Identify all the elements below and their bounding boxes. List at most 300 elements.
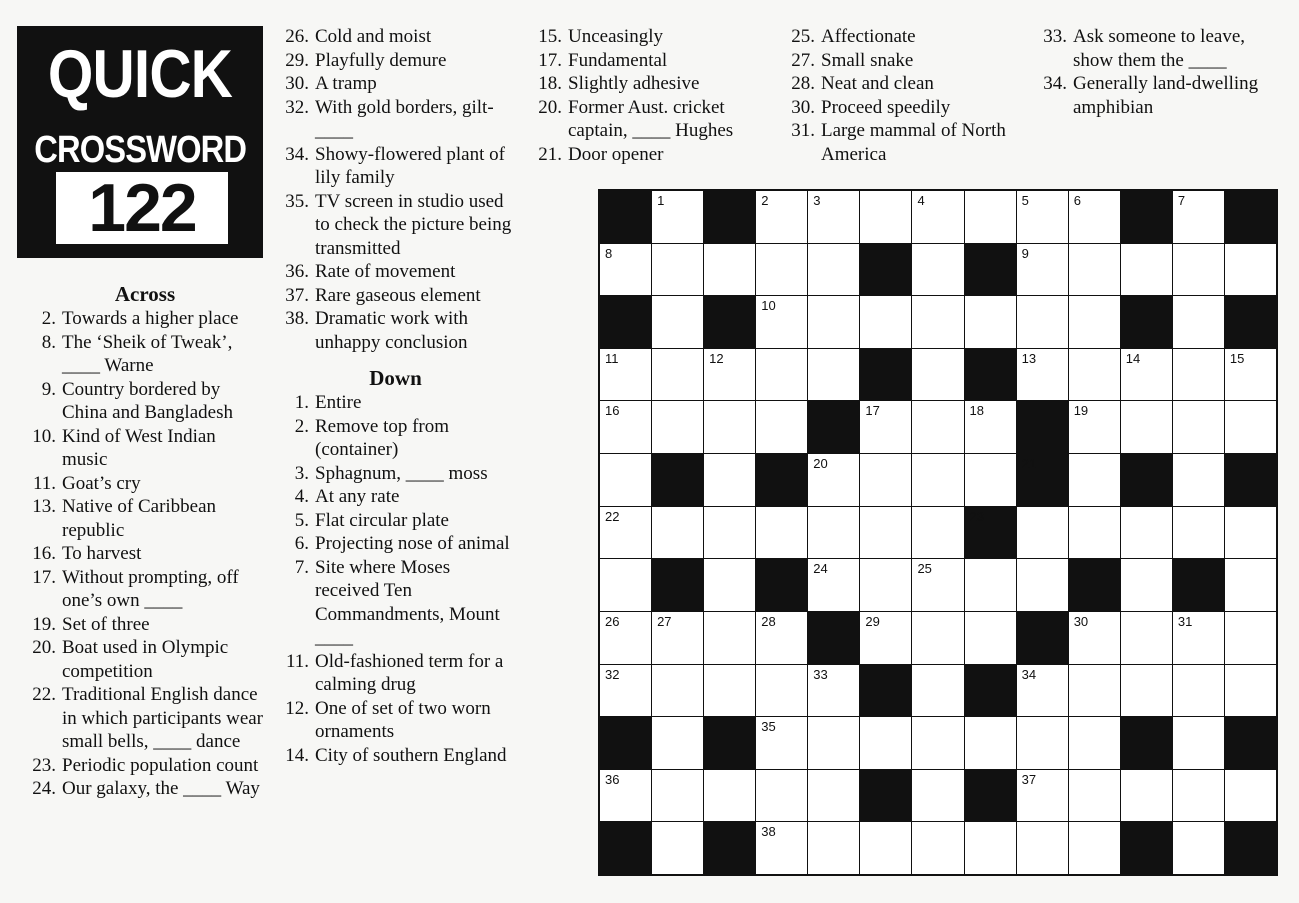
grid-cell[interactable] bbox=[860, 454, 911, 506]
across-clues-part-2 bbox=[278, 25, 513, 354]
grid-cell-black bbox=[965, 770, 1016, 822]
grid-cell[interactable] bbox=[756, 822, 807, 874]
clue-text: Site where Moses received Ten Commandments, Mount ____ bbox=[315, 556, 500, 648]
clue-text: Flat circular plate bbox=[315, 509, 449, 531]
grid-cell[interactable] bbox=[600, 612, 651, 664]
grid-cell[interactable] bbox=[1225, 612, 1276, 664]
grid-cell-black bbox=[704, 822, 755, 874]
clue-number: 2. bbox=[41, 308, 56, 329]
cell-number: 4 bbox=[917, 193, 925, 208]
grid-cell-black bbox=[1121, 717, 1172, 769]
grid-cell[interactable] bbox=[1225, 665, 1276, 717]
grid-cell-black bbox=[1121, 454, 1172, 506]
down-clue bbox=[784, 72, 1019, 96]
down-clue bbox=[784, 119, 1019, 166]
grid-cell[interactable] bbox=[912, 822, 963, 874]
grid-cell[interactable] bbox=[652, 244, 703, 296]
grid-cell[interactable] bbox=[1173, 191, 1224, 243]
across-clue bbox=[25, 542, 265, 566]
grid-cell-black bbox=[1173, 559, 1224, 611]
grid-cell-black bbox=[600, 717, 651, 769]
down-clue bbox=[278, 391, 513, 415]
grid-cell[interactable] bbox=[808, 296, 859, 348]
grid-cell[interactable] bbox=[1069, 612, 1120, 664]
grid-cell[interactable] bbox=[965, 559, 1016, 611]
cell-number: 21 bbox=[1021, 456, 1037, 472]
grid-cell[interactable] bbox=[652, 770, 703, 822]
grid-cell[interactable] bbox=[756, 507, 807, 559]
across-clue bbox=[25, 472, 265, 496]
down-clue bbox=[278, 744, 513, 768]
grid-cell[interactable] bbox=[1225, 559, 1276, 611]
across-heading: Across bbox=[114, 282, 176, 306]
grid-cell[interactable] bbox=[965, 717, 1016, 769]
across-clue bbox=[25, 378, 265, 425]
grid-cell[interactable] bbox=[756, 296, 807, 348]
cell-number: 22 bbox=[605, 508, 620, 524]
grid-cell[interactable] bbox=[1069, 507, 1120, 559]
clue-number: 25. bbox=[791, 26, 815, 47]
grid-cell-black bbox=[808, 612, 859, 664]
grid-cell[interactable] bbox=[652, 507, 703, 559]
cell-number: 3 bbox=[813, 193, 821, 208]
grid-cell[interactable] bbox=[704, 401, 755, 453]
grid-cell[interactable] bbox=[1225, 770, 1276, 822]
grid-cell[interactable] bbox=[1121, 559, 1172, 611]
clue-text: Neat and clean bbox=[821, 73, 934, 94]
grid-cell[interactable] bbox=[600, 770, 651, 822]
cell-number: 12 bbox=[709, 350, 724, 366]
grid-cell[interactable] bbox=[808, 717, 859, 769]
down-clues-part-2 bbox=[531, 25, 766, 166]
grid-cell[interactable] bbox=[965, 296, 1016, 348]
cell-number: 6 bbox=[1073, 193, 1081, 208]
grid-cell[interactable] bbox=[860, 507, 911, 559]
cell-number: 24 bbox=[813, 561, 828, 577]
clue-text: To harvest bbox=[62, 543, 142, 564]
grid-cell-black bbox=[704, 296, 755, 348]
cell-number: 8 bbox=[605, 245, 613, 261]
down-clue bbox=[278, 697, 513, 744]
grid-cell[interactable] bbox=[1121, 244, 1172, 296]
grid-cell[interactable] bbox=[1017, 507, 1068, 559]
grid-cell[interactable] bbox=[808, 822, 859, 874]
clue-number: 9. bbox=[41, 378, 56, 400]
grid-cell[interactable] bbox=[600, 507, 651, 559]
down-clue bbox=[784, 25, 1019, 49]
grid-cell[interactable] bbox=[912, 401, 963, 453]
clue-number: 13. bbox=[32, 496, 56, 517]
cell-number: 30 bbox=[1073, 613, 1089, 629]
clue-number: 29. bbox=[285, 49, 309, 71]
clue-text: Unceasingly bbox=[568, 26, 663, 47]
clue-text: With gold borders, gilt-____ bbox=[315, 96, 494, 141]
cell-number: 37 bbox=[1021, 771, 1037, 787]
grid-cell-black bbox=[1121, 296, 1172, 348]
down-clue bbox=[1036, 25, 1286, 72]
grid-cell[interactable] bbox=[1017, 770, 1068, 822]
down-clue bbox=[531, 25, 766, 49]
grid-cell[interactable] bbox=[652, 612, 703, 664]
clue-number: 2. bbox=[294, 415, 309, 437]
grid-cell[interactable] bbox=[1017, 822, 1068, 874]
grid-cell[interactable] bbox=[1173, 612, 1224, 664]
grid-cell[interactable] bbox=[965, 191, 1016, 243]
clue-number: 17. bbox=[538, 49, 562, 71]
cell-number: 31 bbox=[1177, 613, 1193, 629]
clue-number: 14. bbox=[285, 744, 309, 766]
clue-number: 32. bbox=[285, 96, 309, 118]
grid-cell[interactable] bbox=[912, 559, 963, 611]
grid-cell[interactable] bbox=[652, 349, 703, 401]
clue-number: 28. bbox=[791, 73, 815, 94]
grid-cell[interactable] bbox=[652, 665, 703, 717]
grid-cell[interactable] bbox=[600, 454, 651, 506]
clue-number: 6. bbox=[294, 533, 309, 554]
clue-number: 20. bbox=[32, 637, 56, 658]
grid-cell[interactable] bbox=[1121, 507, 1172, 559]
down-clue bbox=[531, 96, 766, 143]
clue-column-1 bbox=[25, 282, 265, 801]
across-clue bbox=[25, 495, 265, 542]
logo-title-line2: CROSSWORD bbox=[34, 129, 247, 171]
across-clue bbox=[278, 260, 513, 284]
clue-number: 15. bbox=[538, 26, 562, 47]
grid-cell[interactable] bbox=[1017, 665, 1068, 717]
clue-text: Door opener bbox=[568, 143, 664, 165]
grid-cell[interactable] bbox=[860, 401, 911, 453]
down-clue bbox=[784, 96, 1019, 120]
crossword-logo bbox=[17, 26, 263, 258]
clue-text: Fundamental bbox=[568, 49, 668, 71]
across-clue bbox=[278, 143, 513, 190]
cell-number: 10 bbox=[761, 298, 776, 314]
grid-cell-black bbox=[860, 665, 911, 717]
grid-cell-black bbox=[860, 244, 911, 296]
clue-text: Old-fashioned term for a calming drug bbox=[315, 650, 504, 695]
down-clue bbox=[531, 49, 766, 73]
cell-number: 7 bbox=[1177, 193, 1186, 208]
grid-cell[interactable] bbox=[704, 349, 755, 401]
down-heading: Down bbox=[369, 366, 422, 390]
cell-number: 26 bbox=[605, 613, 620, 629]
clue-text: Without prompting, off one’s own ____ bbox=[62, 566, 239, 611]
grid-cell[interactable] bbox=[912, 296, 963, 348]
cell-number: 18 bbox=[969, 403, 984, 419]
grid-cell[interactable] bbox=[652, 401, 703, 453]
cell-number: 35 bbox=[761, 719, 776, 735]
grid-cell-black bbox=[1225, 717, 1276, 769]
grid-cell[interactable] bbox=[912, 770, 963, 822]
grid-cell[interactable] bbox=[1173, 296, 1224, 348]
clue-text: Traditional English dance in which participants wear small bells, ____ dance bbox=[62, 684, 264, 752]
grid-cell[interactable] bbox=[912, 191, 963, 243]
grid-cell-black bbox=[704, 191, 755, 243]
clue-text: Cold and moist bbox=[315, 26, 432, 47]
grid-cell[interactable] bbox=[912, 244, 963, 296]
clue-number: 22. bbox=[32, 684, 56, 705]
grid-cell[interactable] bbox=[756, 401, 807, 453]
grid-cell[interactable] bbox=[704, 770, 755, 822]
clue-number: 5. bbox=[294, 509, 309, 531]
grid-cell[interactable] bbox=[860, 191, 911, 243]
clue-text: Projecting nose of animal bbox=[315, 533, 510, 554]
grid-cell[interactable] bbox=[704, 612, 755, 664]
clue-text: Small snake bbox=[821, 49, 914, 71]
clue-text: Affectionate bbox=[821, 26, 916, 47]
grid-cell[interactable] bbox=[1225, 507, 1276, 559]
grid-cell[interactable] bbox=[808, 770, 859, 822]
cell-number: 23 bbox=[969, 508, 984, 524]
grid-cell[interactable] bbox=[1225, 244, 1276, 296]
grid-cell[interactable] bbox=[600, 401, 651, 453]
clue-number: 3. bbox=[294, 462, 309, 484]
clue-text: Former Aust. cricket captain, ____ Hughes bbox=[568, 96, 734, 141]
clue-number: 19. bbox=[32, 613, 56, 635]
grid-cell[interactable] bbox=[704, 559, 755, 611]
clue-text: Proceed speedily bbox=[821, 96, 951, 118]
cell-number: 17 bbox=[865, 403, 880, 419]
clue-text: Generally land-dwelling amphibian bbox=[1073, 73, 1259, 118]
clue-text: Playfully demure bbox=[315, 49, 447, 71]
grid-cell[interactable] bbox=[1069, 401, 1120, 453]
cell-number: 16 bbox=[605, 403, 620, 419]
grid-cell[interactable] bbox=[1121, 770, 1172, 822]
grid-cell[interactable] bbox=[808, 349, 859, 401]
clue-number: 4. bbox=[294, 486, 309, 507]
grid-cell[interactable] bbox=[1225, 349, 1276, 401]
clue-number: 1. bbox=[294, 392, 309, 413]
across-clue bbox=[278, 307, 513, 354]
grid-cell[interactable] bbox=[652, 191, 703, 243]
clue-text: Sphagnum, ____ moss bbox=[315, 462, 488, 484]
grid-cell[interactable] bbox=[1121, 349, 1172, 401]
grid-cell[interactable] bbox=[756, 191, 807, 243]
grid-cell[interactable] bbox=[600, 665, 651, 717]
grid-cell[interactable] bbox=[1173, 507, 1224, 559]
grid-cell[interactable] bbox=[756, 717, 807, 769]
grid-cell[interactable] bbox=[756, 770, 807, 822]
clue-text: Periodic population count bbox=[62, 754, 259, 776]
clue-text: Entire bbox=[315, 392, 362, 413]
grid-cell[interactable] bbox=[808, 244, 859, 296]
grid-cell[interactable] bbox=[600, 349, 651, 401]
grid-cell[interactable] bbox=[1069, 454, 1120, 506]
grid-cell[interactable] bbox=[1017, 559, 1068, 611]
clue-number: 8. bbox=[41, 331, 56, 353]
grid-cell[interactable] bbox=[808, 191, 859, 243]
cell-number: 9 bbox=[1021, 245, 1029, 261]
clue-number: 11. bbox=[285, 650, 309, 672]
grid-cell[interactable] bbox=[1017, 191, 1068, 243]
across-clue bbox=[278, 96, 513, 143]
grid-cell[interactable] bbox=[808, 665, 859, 717]
grid-cell-black bbox=[1225, 191, 1276, 243]
grid-cell[interactable] bbox=[1069, 822, 1120, 874]
grid-cell[interactable] bbox=[600, 559, 651, 611]
grid-cell[interactable] bbox=[860, 296, 911, 348]
clue-text: Boat used in Olympic competition bbox=[62, 637, 229, 682]
cell-number: 5 bbox=[1021, 193, 1029, 208]
grid-cell[interactable] bbox=[1069, 244, 1120, 296]
grid-cell[interactable] bbox=[1069, 349, 1120, 401]
down-clue bbox=[784, 49, 1019, 73]
grid-cell[interactable] bbox=[652, 717, 703, 769]
clue-column-2 bbox=[278, 25, 513, 767]
grid-cell[interactable] bbox=[1069, 296, 1120, 348]
across-clues-part-1 bbox=[25, 307, 265, 801]
grid-cell[interactable] bbox=[1173, 349, 1224, 401]
crossword-grid bbox=[598, 189, 1278, 876]
grid-cell[interactable] bbox=[965, 454, 1016, 506]
clue-number: 34. bbox=[285, 143, 309, 165]
across-clue bbox=[25, 613, 265, 637]
clue-number: 37. bbox=[285, 284, 309, 306]
down-clues-part-1 bbox=[278, 391, 513, 767]
clue-column-5 bbox=[1036, 25, 1286, 119]
grid-cell[interactable] bbox=[912, 349, 963, 401]
across-clue bbox=[25, 566, 265, 613]
grid-cell-black bbox=[1225, 454, 1276, 506]
clue-number: 21. bbox=[538, 143, 562, 165]
down-clue bbox=[278, 415, 513, 462]
clue-text: City of southern England bbox=[315, 744, 507, 766]
grid-cell-black bbox=[860, 770, 911, 822]
grid-cell[interactable] bbox=[860, 822, 911, 874]
across-clue bbox=[25, 307, 265, 331]
grid-cell[interactable] bbox=[1173, 822, 1224, 874]
cell-number: 19 bbox=[1073, 403, 1089, 419]
grid-cell[interactable] bbox=[912, 665, 963, 717]
clue-text: Remove top from (container) bbox=[315, 415, 450, 460]
grid-cell-black bbox=[1017, 454, 1068, 506]
grid-cell-black bbox=[1225, 822, 1276, 874]
cell-number: 36 bbox=[605, 771, 620, 787]
grid-cell[interactable] bbox=[860, 717, 911, 769]
grid-cell[interactable] bbox=[756, 349, 807, 401]
clue-number: 35. bbox=[285, 190, 309, 212]
clue-number: 30. bbox=[285, 73, 309, 94]
grid-cell[interactable] bbox=[965, 822, 1016, 874]
clue-number: 20. bbox=[538, 96, 562, 118]
grid-cell[interactable] bbox=[1173, 717, 1224, 769]
grid-cell[interactable] bbox=[704, 244, 755, 296]
grid-cell[interactable] bbox=[912, 612, 963, 664]
grid-cell-black bbox=[808, 401, 859, 453]
across-clue bbox=[25, 331, 265, 378]
grid-cell[interactable] bbox=[1173, 770, 1224, 822]
grid-cell[interactable] bbox=[1121, 665, 1172, 717]
grid-cell[interactable] bbox=[1173, 401, 1224, 453]
clue-text: One of set of two worn ornaments bbox=[315, 697, 491, 742]
grid-cell-black bbox=[1069, 559, 1120, 611]
cell-number: 15 bbox=[1229, 350, 1245, 366]
grid-cell[interactable] bbox=[1017, 296, 1068, 348]
grid-cell-black bbox=[600, 296, 651, 348]
across-clue bbox=[278, 25, 513, 49]
clue-number: 18. bbox=[538, 73, 562, 94]
down-clue bbox=[278, 650, 513, 697]
grid-cell-black bbox=[860, 349, 911, 401]
grid-cell[interactable] bbox=[1017, 717, 1068, 769]
grid-cell[interactable] bbox=[965, 612, 1016, 664]
down-clue bbox=[1036, 72, 1286, 119]
grid-cell[interactable] bbox=[912, 717, 963, 769]
grid-cell[interactable] bbox=[860, 612, 911, 664]
clue-text: A tramp bbox=[315, 73, 377, 94]
cell-number: 11 bbox=[605, 350, 619, 366]
grid-cell[interactable] bbox=[912, 454, 963, 506]
grid-cell[interactable] bbox=[1069, 191, 1120, 243]
grid-cell[interactable] bbox=[652, 296, 703, 348]
grid-cell[interactable] bbox=[704, 665, 755, 717]
grid-cell[interactable] bbox=[1225, 401, 1276, 453]
grid-cell[interactable] bbox=[704, 507, 755, 559]
clue-number: 12. bbox=[285, 697, 309, 719]
grid-cell[interactable] bbox=[1121, 612, 1172, 664]
clue-number: 36. bbox=[285, 261, 309, 282]
across-clue bbox=[25, 754, 265, 778]
grid-cell[interactable] bbox=[652, 822, 703, 874]
grid-cell[interactable] bbox=[1173, 665, 1224, 717]
grid-cell-black bbox=[600, 191, 651, 243]
grid-cell[interactable] bbox=[808, 559, 859, 611]
grid-cell[interactable] bbox=[1069, 717, 1120, 769]
grid-cell[interactable] bbox=[808, 454, 859, 506]
grid-cell[interactable] bbox=[600, 244, 651, 296]
across-clue bbox=[25, 777, 265, 801]
puzzle-number: 122 bbox=[56, 172, 228, 244]
across-clue bbox=[278, 284, 513, 308]
clue-text: Goat’s cry bbox=[62, 472, 141, 494]
clue-column-4 bbox=[784, 25, 1019, 166]
clue-number: 16. bbox=[32, 543, 56, 564]
grid-cell-black bbox=[965, 507, 1016, 559]
grid-cell[interactable] bbox=[1121, 401, 1172, 453]
grid-cell-black bbox=[704, 717, 755, 769]
grid-cell[interactable] bbox=[808, 507, 859, 559]
clue-number: 17. bbox=[32, 566, 56, 588]
grid-cell[interactable] bbox=[912, 507, 963, 559]
grid-cell[interactable] bbox=[860, 559, 911, 611]
cell-number: 34 bbox=[1021, 666, 1037, 682]
clue-number: 23. bbox=[32, 754, 56, 776]
down-clue bbox=[278, 509, 513, 533]
grid-cell[interactable] bbox=[1017, 349, 1068, 401]
grid-cell[interactable] bbox=[1017, 244, 1068, 296]
grid-cell[interactable] bbox=[1173, 454, 1224, 506]
down-clue bbox=[278, 462, 513, 486]
across-clue bbox=[278, 190, 513, 261]
across-clue bbox=[25, 683, 265, 754]
clue-text: Rate of movement bbox=[315, 261, 456, 282]
cell-number: 14 bbox=[1125, 350, 1141, 366]
grid-cell[interactable] bbox=[1173, 244, 1224, 296]
grid-cell[interactable] bbox=[756, 612, 807, 664]
logo-title-line1: QUICK bbox=[47, 36, 233, 112]
grid-cell[interactable] bbox=[704, 454, 755, 506]
grid-cell[interactable] bbox=[1069, 665, 1120, 717]
grid-cell-black bbox=[965, 349, 1016, 401]
grid-cell[interactable] bbox=[756, 244, 807, 296]
grid-cell[interactable] bbox=[756, 665, 807, 717]
clue-number: 10. bbox=[32, 425, 56, 447]
grid-cell[interactable] bbox=[1069, 770, 1120, 822]
grid-cell[interactable] bbox=[965, 401, 1016, 453]
clue-text: Towards a higher place bbox=[62, 308, 239, 329]
clue-text: Rare gaseous element bbox=[315, 284, 481, 306]
clue-number: 31. bbox=[791, 120, 815, 141]
